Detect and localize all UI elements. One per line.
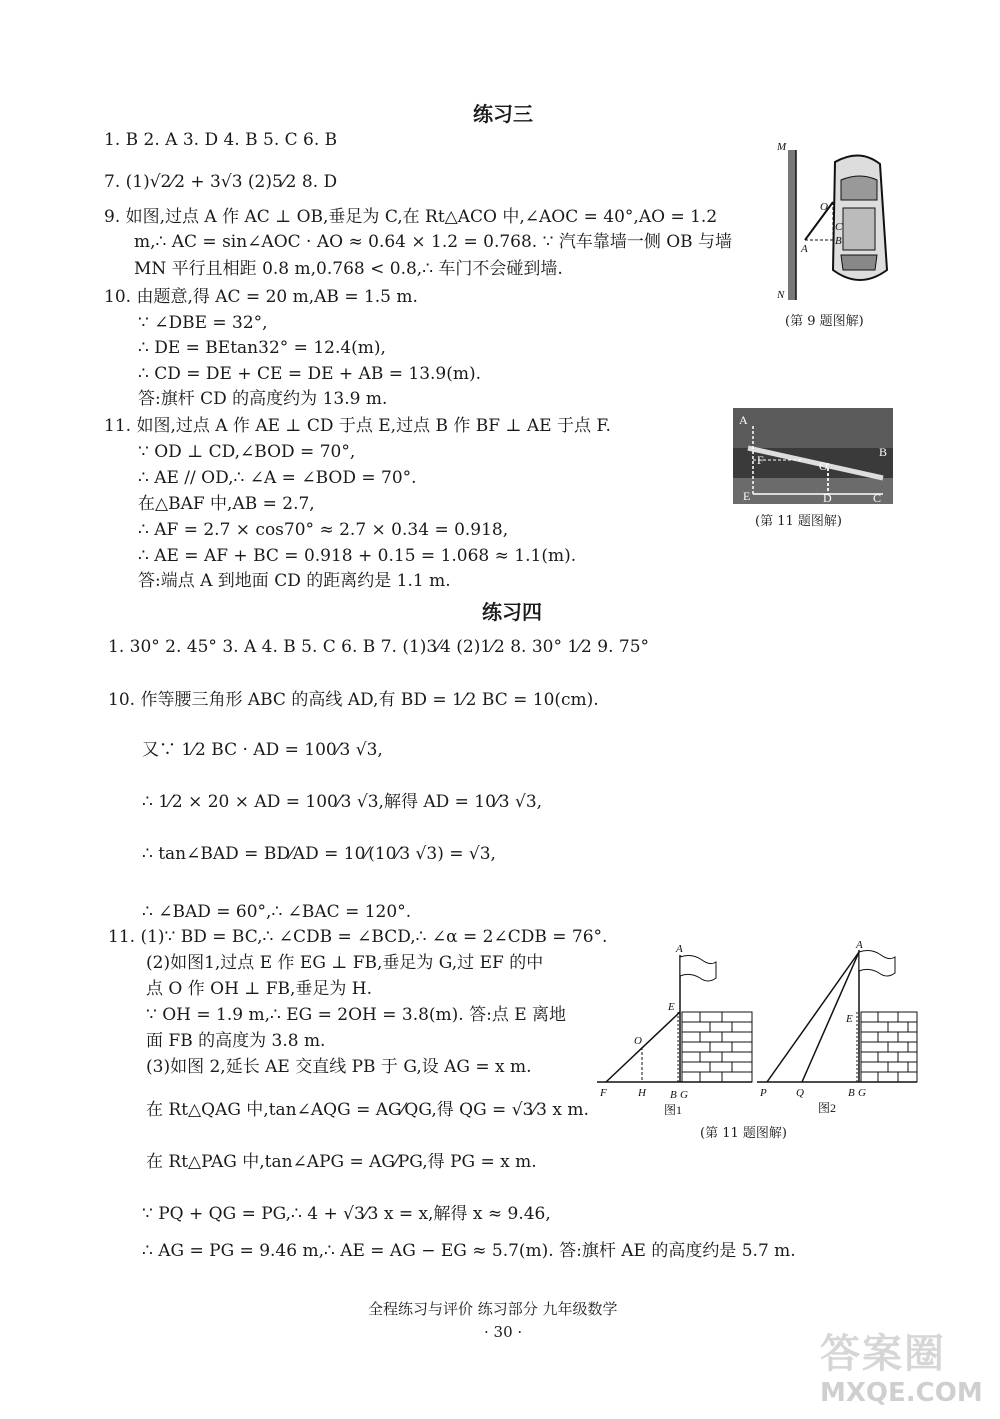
answer-line: ∴ AE = AF + BC = 0.918 + 0.15 = 1.068 ≈ 1.1(m). xyxy=(138,546,577,566)
label: B xyxy=(835,235,842,247)
label: E xyxy=(846,1013,853,1025)
answer-line: 又∵ 1⁄2 BC · AD = 100⁄3 √3, xyxy=(142,740,383,760)
answer-line: ∴ tan∠BAD = BD⁄AD = 10⁄(10⁄3 √3) = √3, xyxy=(142,844,496,864)
figure-11-seesaw xyxy=(733,408,893,538)
figure-caption: (第 11 题图解) xyxy=(755,514,842,529)
car-wall-diagram xyxy=(775,140,900,300)
answer-line: 10. 作等腰三角形 ABC 的高线 AD,有 BD = 1⁄2 BC = 10(cm). xyxy=(108,690,599,710)
answer-line: ∴ DE = BEtan32° = 12.4(m), xyxy=(138,338,386,358)
label: B xyxy=(670,1089,677,1101)
answer-line: ∵ PQ + QG = PG,∴ 4 + √3⁄3 x = x,解得 x ≈ 9.46, xyxy=(142,1204,551,1224)
label: A xyxy=(739,413,748,427)
figure-caption: (第 11 题图解) xyxy=(700,1126,787,1141)
figure-11-flagpole xyxy=(592,940,922,1150)
sub-figure-label: 图1 xyxy=(664,1103,683,1117)
watermark-url: MXQE.COM xyxy=(820,1378,983,1408)
answer-line: 答:端点 A 到地面 CD 的距离约是 1.1 m. xyxy=(138,571,451,591)
label: G xyxy=(680,1089,688,1101)
label: H xyxy=(638,1087,646,1099)
answer-line: MN 平行且相距 0.8 m,0.768 < 0.8,∴ 车门不会碰到墙. xyxy=(134,259,563,279)
section-title-practice-3: 练习三 xyxy=(473,102,533,126)
label: A xyxy=(856,940,863,951)
label: E xyxy=(743,489,751,503)
label: A xyxy=(801,243,808,255)
sub-figure-2 xyxy=(757,940,917,1115)
label: C xyxy=(873,491,882,504)
answer-line: 在 Rt△QAG 中,tan∠AQG = AG⁄QG,得 QG = √3⁄3 x m. xyxy=(146,1100,589,1120)
answer-line: 7. (1)√2⁄2 + 3√3 (2)5⁄2 8. D xyxy=(104,172,338,192)
answer-line: ∴ AG = PG = 9.46 m,∴ AE = AG − EG ≈ 5.7(m). 答:旗杆 AE 的高度约是 5.7 m. xyxy=(142,1241,796,1261)
answer-line: 点 O 作 OH ⊥ FB,垂足为 H. xyxy=(146,979,373,999)
label: Q xyxy=(796,1087,804,1099)
label: B xyxy=(848,1087,855,1099)
answer-line: ∴ CD = DE + CE = DE + AB = 13.9(m). xyxy=(138,364,482,384)
figure-caption: (第 9 题图解) xyxy=(785,314,864,329)
flagpole-diagram xyxy=(592,940,922,1120)
answer-line: 11. (1)∵ BD = BC,∴ ∠CDB = ∠BCD,∴ ∠α = 2∠CDB = 76°. xyxy=(108,927,608,947)
label: O xyxy=(819,459,828,473)
answer-line: 9. 如图,过点 A 作 AC ⊥ OB,垂足为 C,在 Rt△ACO 中,∠AOC = 40°,AO = 1.2 xyxy=(104,207,718,227)
answer-line: m,∴ AC = sin∠AOC · AO ≈ 0.64 × 1.2 = 0.768. ∵ 汽车靠墙一侧 OB 与墙 xyxy=(134,232,733,252)
answer-line: ∴ 1⁄2 × 20 × AD = 100⁄3 √3,解得 AD = 10⁄3 √3, xyxy=(142,792,543,812)
page-number: · 30 · xyxy=(484,1323,523,1341)
label: C xyxy=(835,221,843,233)
sub-figure-label: 图2 xyxy=(818,1101,837,1115)
label: F xyxy=(600,1087,607,1099)
label: A xyxy=(676,943,683,955)
label: O xyxy=(820,201,828,213)
section-title-practice-4: 练习四 xyxy=(482,600,542,624)
answer-line: (3)如图 2,延长 AE 交直线 PB 于 G,设 AG = x m. xyxy=(146,1057,532,1077)
label: P xyxy=(760,1087,767,1099)
label: E xyxy=(668,1001,675,1013)
seesaw-diagram xyxy=(733,408,893,504)
answer-line: 11. 如图,过点 A 作 AE ⊥ CD 于点 E,过点 B 作 BF ⊥ AE 于点 F. xyxy=(104,416,611,436)
answer-line: (2)如图1,过点 E 作 EG ⊥ FB,垂足为 G,过 EF 的中 xyxy=(146,953,544,973)
label: M xyxy=(777,141,787,153)
watermark-logo xyxy=(820,1330,992,1416)
figure-9-car-wall xyxy=(775,140,900,340)
answer-line: ∴ AF = 2.7 × cos70° ≈ 2.7 × 0.34 = 0.918, xyxy=(138,520,509,540)
answer-line: 面 FB 的高度为 3.8 m. xyxy=(146,1031,326,1051)
answer-line: 10. 由题意,得 AC = 20 m,AB = 1.5 m. xyxy=(104,287,418,307)
label: N xyxy=(777,289,785,300)
answer-line: ∴ AE // OD,∴ ∠A = ∠BOD = 70°. xyxy=(138,468,417,488)
answer-line: 在△BAF 中,AB = 2.7, xyxy=(138,494,315,514)
answer-line: 1. B 2. A 3. D 4. B 5. C 6. B xyxy=(104,130,338,150)
sub-figure-1 xyxy=(597,943,752,1117)
footer-book-title: 全程练习与评价 练习部分 九年级数学 xyxy=(368,1300,618,1318)
answer-line: 答:旗杆 CD 的高度约为 13.9 m. xyxy=(138,389,388,409)
label: D xyxy=(823,491,832,504)
answer-line: ∴ ∠BAD = 60°,∴ ∠BAC = 120°. xyxy=(142,902,412,922)
watermark-text: 答案圈 xyxy=(820,1331,946,1377)
label: G xyxy=(858,1087,866,1099)
answer-line: 1. 30° 2. 45° 3. A 4. B 5. C 6. B 7. (1)3⁄4 (2)1⁄2 8. 30° 1⁄2 9. 75° xyxy=(108,637,650,657)
answer-line: ∵ ∠DBE = 32°, xyxy=(138,313,268,333)
answer-line: 在 Rt△PAG 中,tan∠APG = AG⁄PG,得 PG = x m. xyxy=(146,1152,537,1172)
answer-line: ∵ OD ⊥ CD,∠BOD = 70°, xyxy=(138,442,356,462)
answer-line: ∵ OH = 1.9 m,∴ EG = 2OH = 3.8(m). 答:点 E 离地 xyxy=(146,1005,567,1025)
label: F xyxy=(757,453,764,467)
label: B xyxy=(879,445,888,459)
label: O xyxy=(634,1035,642,1047)
